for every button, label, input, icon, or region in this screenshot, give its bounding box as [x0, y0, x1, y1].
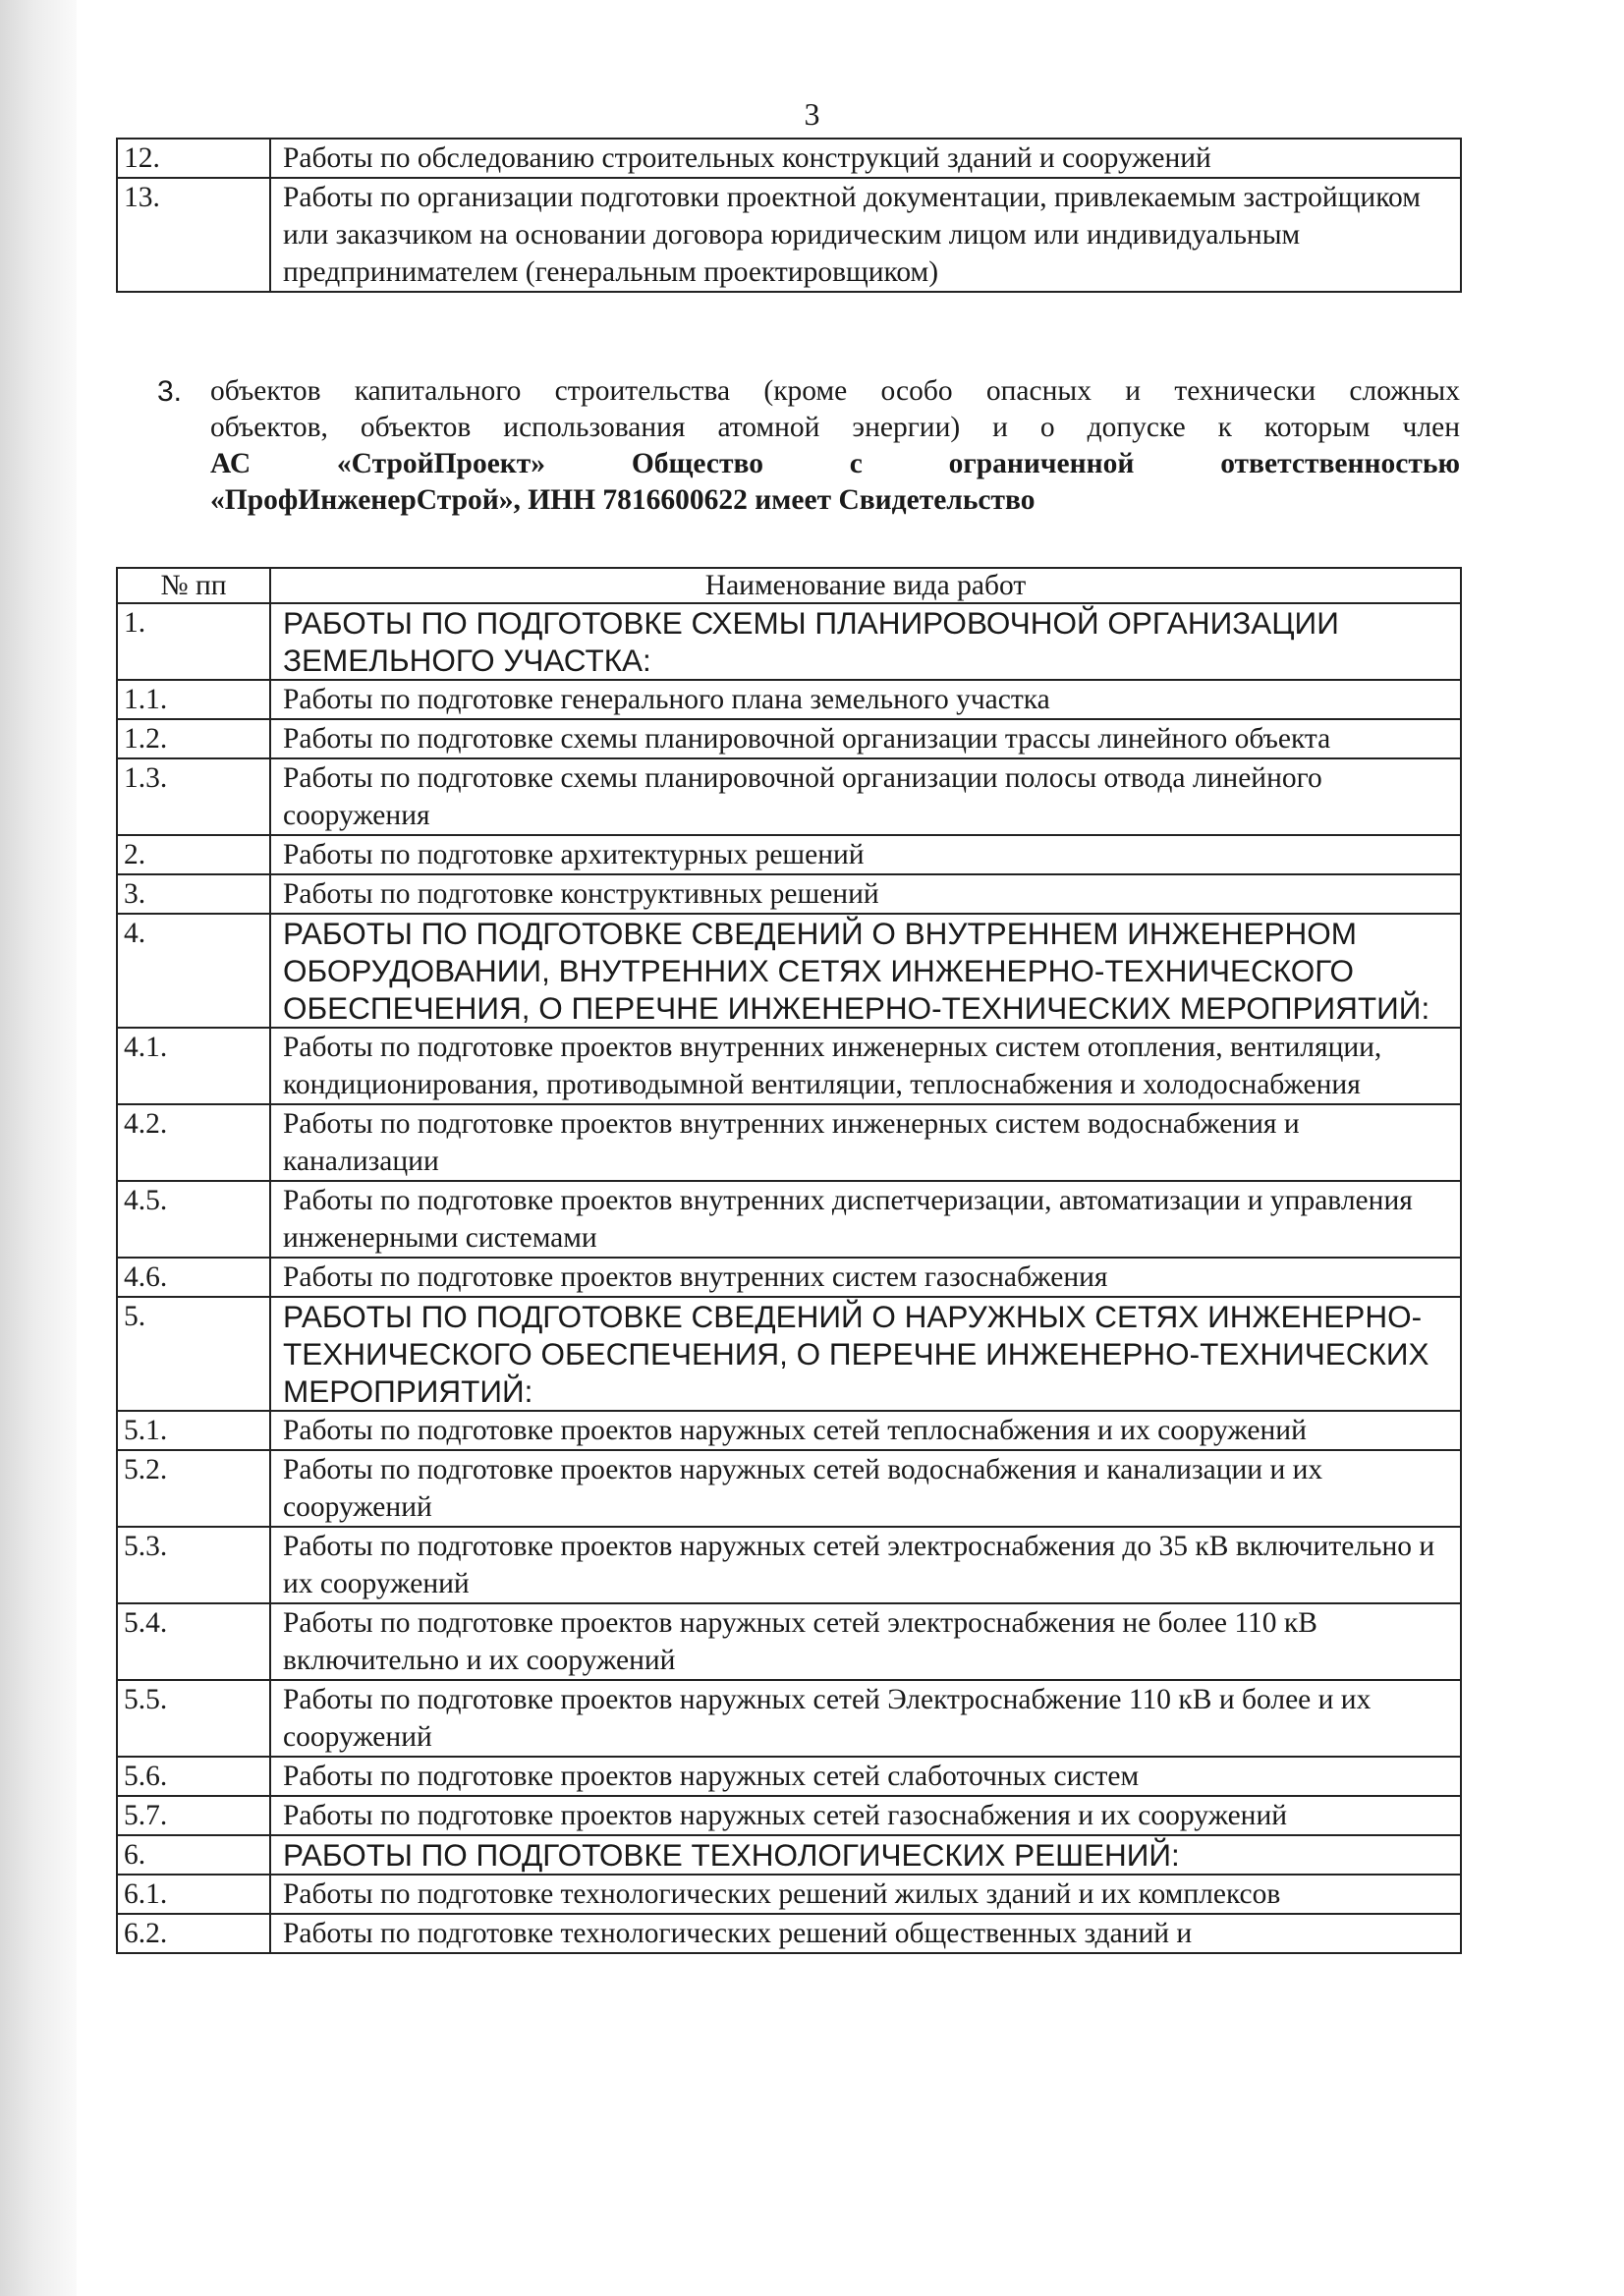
work-name: Работы по подготовке проектов внутренних инженерных систем водоснабжения и канализации [270, 1104, 1461, 1181]
table-row [117, 1181, 1461, 1258]
row-number: 4.1. [117, 1028, 270, 1104]
row-number: 1. [117, 603, 270, 680]
work-name: Работы по подготовке технологических решений жилых зданий и их комплексов [270, 1875, 1461, 1914]
section-number: 3. [157, 375, 183, 408]
row-number: 5.2. [117, 1450, 270, 1527]
table-row [117, 914, 1461, 1028]
row-number: 6.1. [117, 1875, 270, 1914]
work-name: Работы по подготовке архитектурных решений [270, 835, 1461, 874]
row-number: 4.2. [117, 1104, 270, 1181]
work-name: Работы по подготовке проектов наружных сетей теплоснабжения и их сооружений [270, 1411, 1461, 1450]
row-number: 4.5. [117, 1181, 270, 1258]
table-row [117, 603, 1461, 680]
row-number: 5.5. [117, 1680, 270, 1757]
table-row [117, 1527, 1461, 1603]
table-row [117, 1796, 1461, 1835]
row-number: 6.2. [117, 1914, 270, 1953]
section-heading: РАБОТЫ ПО ПОДГОТОВКЕ СВЕДЕНИЙ О ВНУТРЕННЕМ ИНЖЕНЕРНОМ ОБОРУДОВАНИИ, ВНУТРЕННИХ СЕТЯХ ИНЖЕНЕРНО-ТЕХНИЧЕСКОГО ОБЕСПЕЧЕНИЯ, О ПЕРЕЧНЕ ИНЖЕНЕРНО-ТЕХНИЧЕСКИХ МЕРОПРИЯТИЙ: [270, 914, 1461, 1028]
table-row [117, 1757, 1461, 1796]
table-row [117, 874, 1461, 914]
row-number: 2. [117, 835, 270, 874]
table-row [117, 758, 1461, 835]
table-row [117, 719, 1461, 758]
work-name: Работы по подготовке проектов внутренних систем газоснабжения [270, 1258, 1461, 1297]
intro-line-3: АС «СтройПроект» Общество с ограниченной ответственностью [210, 448, 1460, 479]
continued-works-table [116, 138, 1462, 293]
header-name: Наименование вида работ [270, 568, 1461, 603]
row-number: 4. [117, 914, 270, 1028]
table-row [117, 1450, 1461, 1527]
row-number: 12. [117, 139, 270, 178]
work-name: Работы по подготовке проектов наружных сетей электроснабжения не более 110 кВ включительно и их сооружений [270, 1603, 1461, 1680]
table-row [117, 1104, 1461, 1181]
work-name: Работы по подготовке схемы планировочной организации трассы линейного объекта [270, 719, 1461, 758]
row-number: 5.3. [117, 1527, 270, 1603]
row-number: 5.7. [117, 1796, 270, 1835]
row-number: 1.1. [117, 680, 270, 719]
table-header-row [117, 568, 1461, 603]
table-row [117, 1258, 1461, 1297]
table-row [117, 1603, 1461, 1680]
work-name: Работы по подготовке проектов наружных сетей газоснабжения и их сооружений [270, 1796, 1461, 1835]
row-number: 5.6. [117, 1757, 270, 1796]
work-name: Работы по подготовке проектов наружных сетей слаботочных систем [270, 1757, 1461, 1796]
table-row [117, 1835, 1461, 1875]
row-number: 5.4. [117, 1603, 270, 1680]
section-heading: РАБОТЫ ПО ПОДГОТОВКЕ СХЕМЫ ПЛАНИРОВОЧНОЙ ОРГАНИЗАЦИИ ЗЕМЕЛЬНОГО УЧАСТКА: [270, 603, 1461, 680]
table-row [117, 178, 1461, 292]
page-number: 3 [804, 96, 820, 132]
scan-edge-shadow [0, 0, 77, 2296]
section-heading: РАБОТЫ ПО ПОДГОТОВКЕ СВЕДЕНИЙ О НАРУЖНЫХ СЕТЯХ ИНЖЕНЕРНО-ТЕХНИЧЕСКОГО ОБЕСПЕЧЕНИЯ, О ПЕРЕЧНЕ ИНЖЕНЕРНО-ТЕХНИЧЕСКИХ МЕРОПРИЯТИЙ: [270, 1297, 1461, 1411]
table-row [117, 835, 1461, 874]
row-number: 4.6. [117, 1258, 270, 1297]
row-number: 6. [117, 1835, 270, 1875]
table-row [117, 1680, 1461, 1757]
intro-line-4: «ПрофИнженерСтрой», ИНН 7816600622 имеет Свидетельство [210, 484, 1036, 516]
table-row [117, 1914, 1461, 1953]
intro-line-2: объектов, объектов использования атомной энергии) и о допуске к которым член [210, 412, 1460, 443]
row-number: 5. [117, 1297, 270, 1411]
work-name: Работы по подготовке проектов внутренних инженерных систем отопления, вентиляции, кондиционирования, противодымной вентиляции, теплоснабжения и холодоснабжения [270, 1028, 1461, 1104]
row-number: 3. [117, 874, 270, 914]
section-heading: РАБОТЫ ПО ПОДГОТОВКЕ ТЕХНОЛОГИЧЕСКИХ РЕШЕНИЙ: [270, 1835, 1461, 1875]
work-name: Работы по обследованию строительных конструкций зданий и сооружений [270, 139, 1461, 178]
works-table [116, 567, 1462, 1954]
work-name: Работы по подготовке проектов внутренних диспетчеризации, автоматизации и управления инженерными системами [270, 1181, 1461, 1258]
header-num: № пп [117, 568, 270, 603]
table-row [117, 680, 1461, 719]
table-row [117, 1875, 1461, 1914]
row-number: 13. [117, 178, 270, 292]
intro-line-1: объектов капитального строительства (кроме особо опасных и технически сложных [210, 375, 1460, 407]
section-intro [157, 373, 1460, 519]
table-row [117, 1297, 1461, 1411]
work-name: Работы по подготовке конструктивных решений [270, 874, 1461, 914]
table-row [117, 1411, 1461, 1450]
table-row [117, 139, 1461, 178]
work-name: Работы по подготовке проектов наружных сетей электроснабжения до 35 кВ включительно и их сооружений [270, 1527, 1461, 1603]
row-number: 1.2. [117, 719, 270, 758]
row-number: 1.3. [117, 758, 270, 835]
row-number: 5.1. [117, 1411, 270, 1450]
work-name: Работы по подготовке генерального плана земельного участка [270, 680, 1461, 719]
work-name: Работы по подготовке проектов наружных сетей Электроснабжение 110 кВ и более и их сооружений [270, 1680, 1461, 1757]
work-name: Работы по подготовке технологических решений общественных зданий и [270, 1914, 1461, 1953]
work-name: Работы по подготовке проектов наружных сетей водоснабжения и канализации и их сооружений [270, 1450, 1461, 1527]
work-name: Работы по организации подготовки проектной документации, привлекаемым застройщиком или заказчиком на основании договора юридическим лицом или индивидуальным предпринимателем (генеральным проектировщиком) [270, 178, 1461, 292]
table-row [117, 1028, 1461, 1104]
work-name: Работы по подготовке схемы планировочной организации полосы отвода линейного сооружения [270, 758, 1461, 835]
